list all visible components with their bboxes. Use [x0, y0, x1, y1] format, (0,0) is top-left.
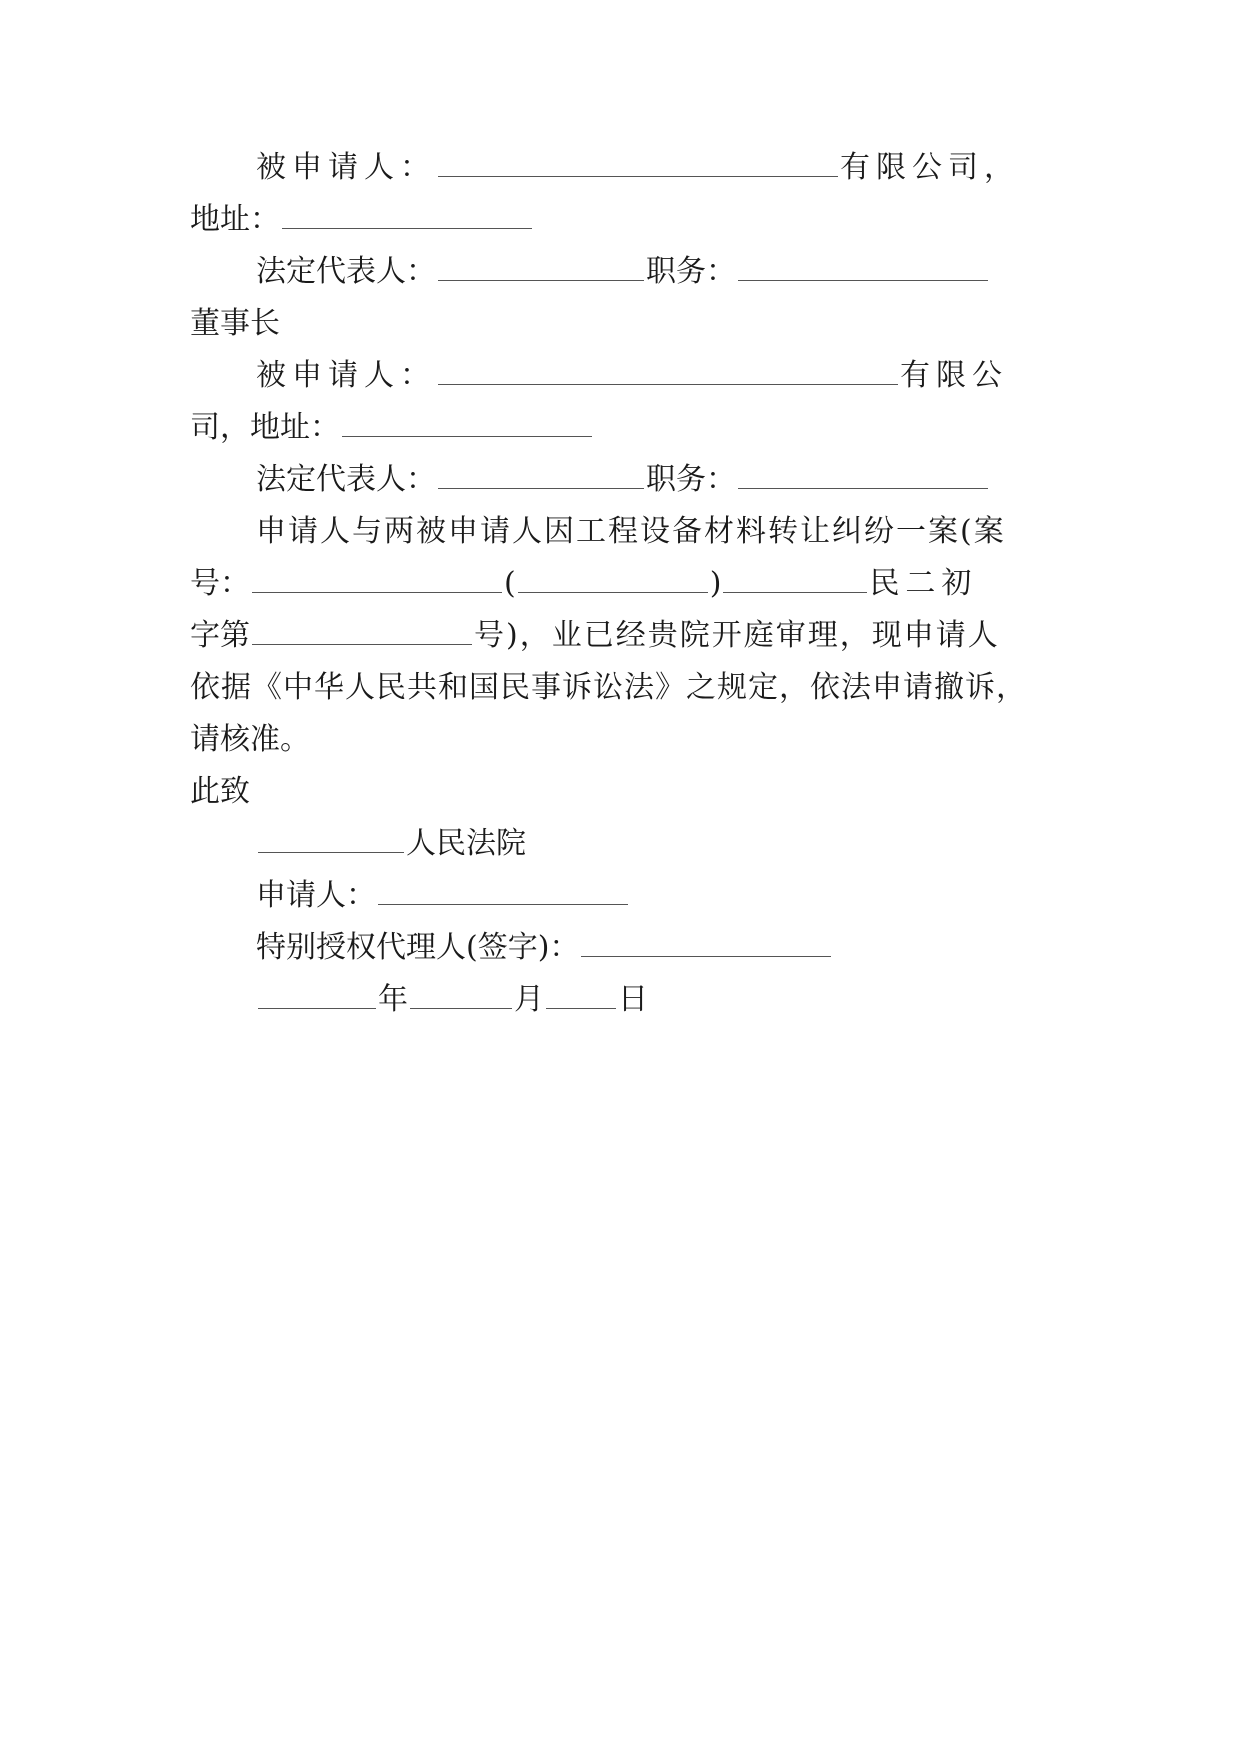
year-label: 年: [378, 982, 408, 1017]
respondent1-company-blank: [438, 174, 838, 177]
respondent1-line: [256, 146, 1050, 190]
year-blank: [258, 1006, 376, 1009]
case-year-open: (: [504, 566, 516, 601]
court-code-blank: [723, 590, 867, 593]
body-line2: [190, 562, 1050, 606]
rep1-name-blank: [438, 278, 644, 281]
case-year-close: ): [709, 566, 722, 601]
day-label: 日: [618, 982, 648, 1017]
rep1-position-label: 职务：: [646, 254, 736, 289]
rep1-position-value: 董事长: [190, 306, 280, 341]
body-line1: [256, 510, 1050, 554]
respondent2-company-suffix-b: 司，地址：: [190, 410, 340, 445]
respondent1-label: 被申请人：: [256, 150, 436, 185]
case-year-blank: [518, 590, 708, 593]
day-blank: [546, 1006, 616, 1009]
applicant-label: 申请人：: [256, 878, 376, 913]
respondent1-address-line: [190, 198, 1050, 242]
body-line5: [190, 718, 1050, 762]
date-line: [256, 978, 1050, 1022]
body-line5-text: 请核准。: [190, 722, 310, 757]
agent-line: [256, 926, 1050, 970]
body-line4: [190, 666, 1050, 710]
rep1-position-blank: [738, 278, 988, 281]
body-line3: [190, 614, 1050, 658]
rep1-line: [256, 250, 1050, 294]
rep2-name-blank: [438, 486, 644, 489]
respondent1-company-suffix: 有限公司，: [840, 150, 1020, 185]
respondent2-line: [256, 354, 1050, 398]
respondent2-address-line: [190, 406, 1050, 450]
rep1-label: 法定代表人：: [256, 254, 436, 289]
rep1-position-value-line: [190, 302, 1050, 346]
agent-label: 特别授权代理人(签字)：: [256, 930, 580, 965]
applicant-line: [256, 874, 1050, 918]
respondent1-address-blank: [282, 226, 532, 229]
case-number-prefix: 号：: [190, 566, 250, 601]
court-line: [256, 822, 1050, 866]
body-line4-text: 依据《中华人民共和国民事诉讼法》之规定，依法申请撤诉，: [190, 670, 1027, 705]
case-serial-suffix: 号)，业已经贵院开庭审理，现申请人: [474, 618, 1000, 653]
applicant-blank: [378, 902, 628, 905]
court-name-blank: [258, 850, 404, 853]
rep2-line: [256, 458, 1050, 502]
case-type-suffix: 民二初: [869, 566, 978, 601]
rep2-position-label: 职务：: [646, 462, 736, 497]
case-serial-prefix: 字第: [190, 618, 250, 653]
case-number-blank: [252, 590, 502, 593]
respondent1-address-label: 地址：: [190, 202, 280, 237]
respondent2-label: 被申请人：: [256, 358, 436, 393]
respondent2-address-blank: [342, 434, 592, 437]
month-blank: [410, 1006, 512, 1009]
respondent2-company-blank: [438, 382, 898, 385]
agent-signature-blank: [581, 954, 831, 957]
rep2-label: 法定代表人：: [256, 462, 436, 497]
rep2-position-blank: [738, 486, 988, 489]
salutation-line: [190, 770, 1050, 814]
month-label: 月: [514, 982, 544, 1017]
salutation: 此致: [190, 774, 250, 809]
court-suffix: 人民法院: [406, 826, 526, 861]
case-serial-blank: [252, 642, 472, 645]
respondent2-company-suffix-a: 有限公: [900, 358, 1008, 393]
body-line1-text: 申请人与两被申请人因工程设备材料转让纠纷一案(案: [256, 514, 1006, 549]
